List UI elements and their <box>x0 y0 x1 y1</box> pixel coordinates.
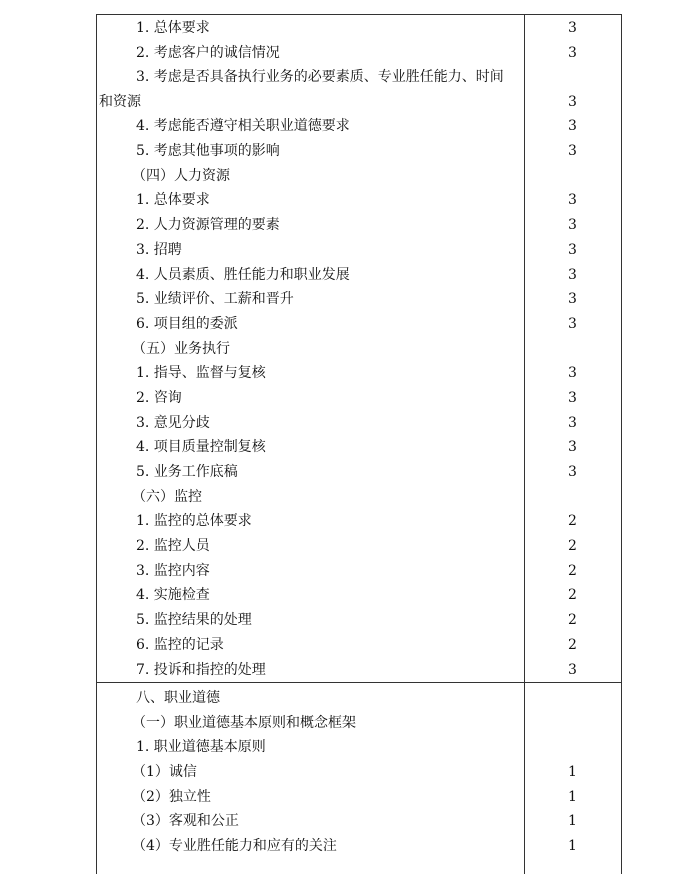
topic-label: 1. 职业道德基本原则 <box>136 739 266 756</box>
hours-value: 2 <box>568 513 577 530</box>
hours-value: 3 <box>568 291 577 308</box>
topic-label-line1: 3. 考虑是否具备执行业务的必要素质、专业胜任能力、时间 <box>136 69 504 86</box>
hours-value: 3 <box>568 217 577 234</box>
hours-value: 1 <box>568 838 577 855</box>
table-row <box>96 16 622 41</box>
table-row <box>96 213 622 238</box>
table-row <box>96 263 622 288</box>
topic-label: （一）职业道德基本原则和概念框架 <box>132 714 356 731</box>
topic-label: 3. 意见分歧 <box>136 414 210 431</box>
hours-value: 2 <box>568 538 577 555</box>
topic-label-line2: 和资源 <box>99 94 141 111</box>
topic-label: 1. 总体要求 <box>136 192 210 209</box>
hours-value: 2 <box>568 636 577 653</box>
hours-value: 3 <box>568 143 577 160</box>
hours-value: 3 <box>568 241 577 258</box>
topic-label: （1）诚信 <box>132 764 197 781</box>
topic-label: （四）人力资源 <box>132 167 230 184</box>
hours-value: 3 <box>568 44 577 61</box>
hours-value: 3 <box>568 20 577 36</box>
topic-label: 5. 监控结果的处理 <box>136 612 252 629</box>
table-row <box>96 534 622 559</box>
topic-label: 5. 考虑其他事项的影响 <box>136 143 280 160</box>
table-row <box>96 785 622 810</box>
hours-value: 3 <box>568 315 577 332</box>
table-row <box>96 361 622 386</box>
hours-value: 2 <box>568 587 577 604</box>
table-block-quality-control <box>96 16 622 682</box>
topic-label: 1. 指导、监督与复核 <box>136 365 266 382</box>
table-row <box>96 633 622 658</box>
hours-value: 2 <box>568 612 577 629</box>
topic-label: 1. 监控的总体要求 <box>136 513 252 530</box>
table-row <box>96 435 622 460</box>
table-row <box>96 735 622 760</box>
table-row <box>96 114 622 139</box>
topic-label: （3）客观和公正 <box>132 813 239 830</box>
topic-label: （2）独立性 <box>132 788 211 805</box>
topic-label: 5. 业绩评价、工薪和晋升 <box>136 291 294 308</box>
hours-value: 3 <box>568 661 577 678</box>
table-row <box>96 711 622 736</box>
topic-label: 4. 人员素质、胜任能力和职业发展 <box>136 266 350 283</box>
topic-label <box>99 65 524 114</box>
table-border-top <box>96 14 622 15</box>
topic-label: 2. 考虑客户的诚信情况 <box>136 44 280 61</box>
table-row <box>96 65 622 114</box>
table-row <box>96 559 622 584</box>
table-row <box>96 583 622 608</box>
table-row <box>96 608 622 633</box>
table-row <box>96 164 622 189</box>
hours-value: 3 <box>568 93 577 110</box>
hours-value: 1 <box>568 788 577 805</box>
hours-value: 1 <box>568 764 577 781</box>
topic-label: 2. 人力资源管理的要素 <box>136 217 280 234</box>
table-row <box>96 460 622 485</box>
table-row <box>96 686 622 711</box>
table-row <box>96 411 622 436</box>
topic-label: 6. 监控的记录 <box>136 636 224 653</box>
hours-value: 3 <box>568 118 577 135</box>
hours-value: 3 <box>568 365 577 382</box>
table-row <box>96 41 622 66</box>
table-row <box>96 834 622 859</box>
topic-label: 2. 咨询 <box>136 389 182 406</box>
hours-value: 3 <box>568 439 577 456</box>
table-row <box>96 139 622 164</box>
topic-label: 八、职业道德 <box>136 690 220 706</box>
topic-label: （五）业务执行 <box>132 340 230 357</box>
table-block-professional-ethics <box>96 686 622 859</box>
hours-value: 1 <box>568 813 577 830</box>
topic-label: 3. 监控内容 <box>136 562 210 579</box>
hours-value: 3 <box>568 414 577 431</box>
topic-label: 4. 项目质量控制复核 <box>136 439 266 456</box>
topic-label: （4）专业胜任能力和应有的关注 <box>132 838 337 855</box>
topic-label: 6. 项目组的委派 <box>136 315 238 332</box>
topic-label: 7. 投诉和指控的处理 <box>136 661 266 678</box>
hours-value: 3 <box>568 389 577 406</box>
syllabus-table <box>96 14 622 874</box>
table-row <box>96 287 622 312</box>
table-row <box>96 760 622 785</box>
topic-label: （六）监控 <box>132 488 202 505</box>
topic-label: 4. 实施检查 <box>136 587 210 604</box>
hours-value: 3 <box>568 266 577 283</box>
table-row <box>96 658 622 683</box>
table-row <box>96 188 622 213</box>
topic-label: 1. 总体要求 <box>136 20 210 36</box>
hours-value: 3 <box>568 192 577 209</box>
table-row <box>96 485 622 510</box>
table-row <box>96 337 622 362</box>
table-row <box>96 386 622 411</box>
hours-value: 3 <box>568 464 577 480</box>
topic-label: 2. 监控人员 <box>136 538 210 555</box>
table-row <box>96 809 622 834</box>
topic-label: 4. 考虑能否遵守相关职业道德要求 <box>136 118 350 135</box>
topic-label: 5. 业务工作底稿 <box>136 464 238 480</box>
hours-value: 2 <box>568 562 577 579</box>
table-row <box>96 509 622 534</box>
table-row <box>96 312 622 337</box>
table-row <box>96 238 622 263</box>
topic-label: 3. 招聘 <box>136 241 182 258</box>
